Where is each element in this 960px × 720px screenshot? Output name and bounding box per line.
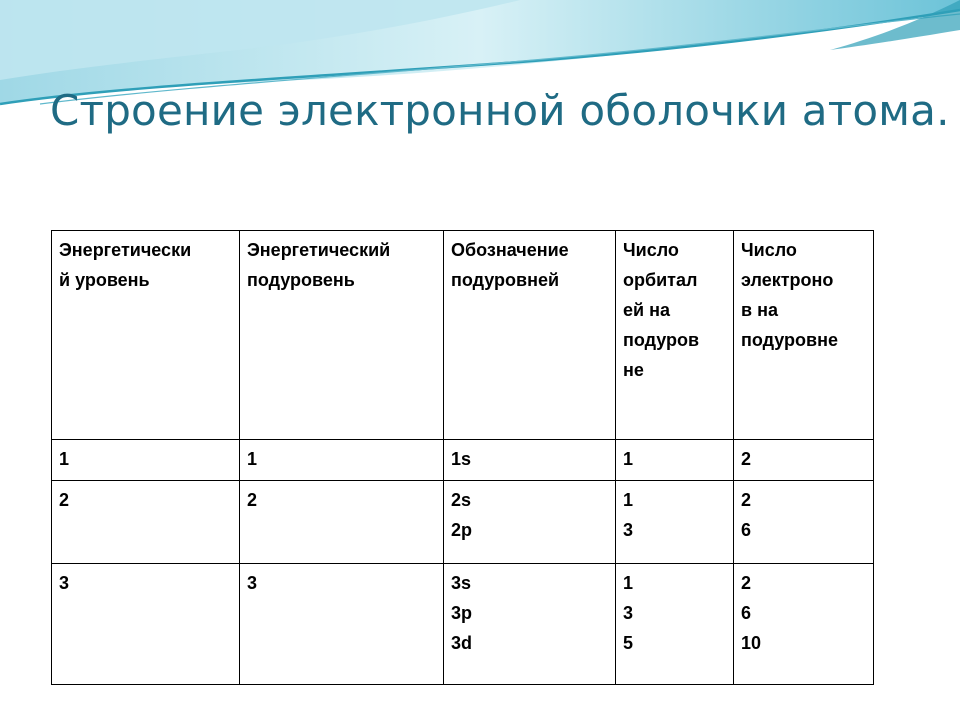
header-electrons-count: Число электроно в на подуровне	[734, 231, 874, 440]
table-cell: 1	[240, 440, 444, 481]
table-cell: 2 6	[734, 481, 874, 564]
electron-shell-table	[51, 230, 874, 685]
slide-title: Строение электронной оболочки атома.	[50, 86, 950, 135]
table-cell: 3s 3p 3d	[444, 564, 616, 685]
table-cell: 1	[52, 440, 240, 481]
table-cell: 3	[52, 564, 240, 685]
table-cell: 1 3	[616, 481, 734, 564]
table-cell: 1 3 5	[616, 564, 734, 685]
table-cell: 2	[734, 440, 874, 481]
table-row	[52, 440, 874, 481]
header-energy-level: Энергетически й уровень	[52, 231, 240, 440]
table-row	[52, 481, 874, 564]
table-cell: 2s 2p	[444, 481, 616, 564]
table-cell: 3	[240, 564, 444, 685]
table-cell: 2	[240, 481, 444, 564]
table-cell: 2	[52, 481, 240, 564]
table-header-row	[52, 231, 874, 440]
table-cell: 1	[616, 440, 734, 481]
header-orbitals-count: Число орбитал ей на подуров не	[616, 231, 734, 440]
header-energy-sublevel: Энергетический подуровень	[240, 231, 444, 440]
table-cell: 1s	[444, 440, 616, 481]
table-cell: 2 6 10	[734, 564, 874, 685]
table-row	[52, 564, 874, 685]
header-sublevel-notation: Обозначение подуровней	[444, 231, 616, 440]
